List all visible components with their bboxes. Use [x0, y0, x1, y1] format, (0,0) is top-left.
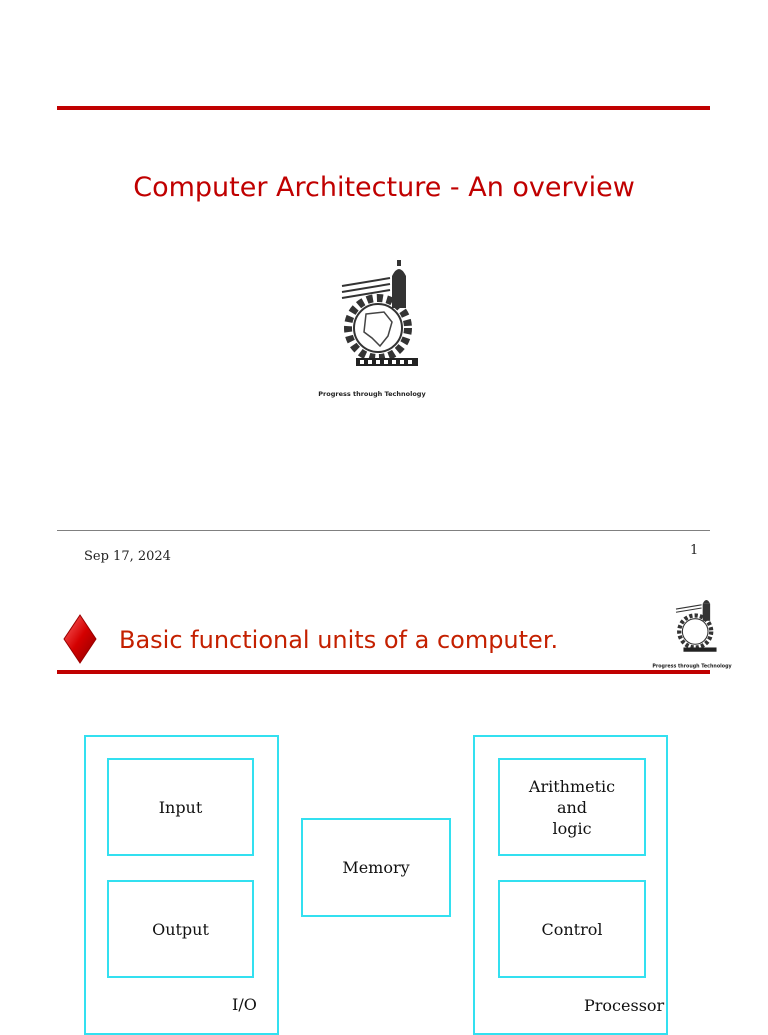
title-underline-rule — [57, 670, 710, 674]
footer-date: Sep 17, 2024 — [84, 549, 171, 564]
logo-caption: Progress through Technology — [652, 664, 732, 670]
institute-gear-logo-icon — [312, 258, 432, 400]
input-unit-box: Input — [107, 758, 254, 856]
institute-gear-logo-icon — [652, 594, 732, 670]
memory-unit-box: Memory — [301, 818, 451, 917]
io-group-label: I/O — [232, 995, 257, 1014]
title-top-rule — [57, 106, 710, 110]
control-unit-box: Control — [498, 880, 646, 978]
functional-units-slide — [0, 590, 768, 1024]
red-diamond-icon — [63, 614, 97, 664]
logo-caption: Progress through Technology — [318, 390, 426, 398]
footer-rule — [57, 530, 710, 531]
slide-title: Computer Architecture - An overview — [133, 172, 635, 203]
processor-group-label: Processor — [584, 996, 665, 1015]
page-number: 1 — [690, 543, 699, 558]
output-unit-box: Output — [107, 880, 254, 978]
alu-unit-box: Arithmetic and logic — [498, 758, 646, 856]
slide-title: Basic functional units of a computer. — [119, 626, 559, 654]
